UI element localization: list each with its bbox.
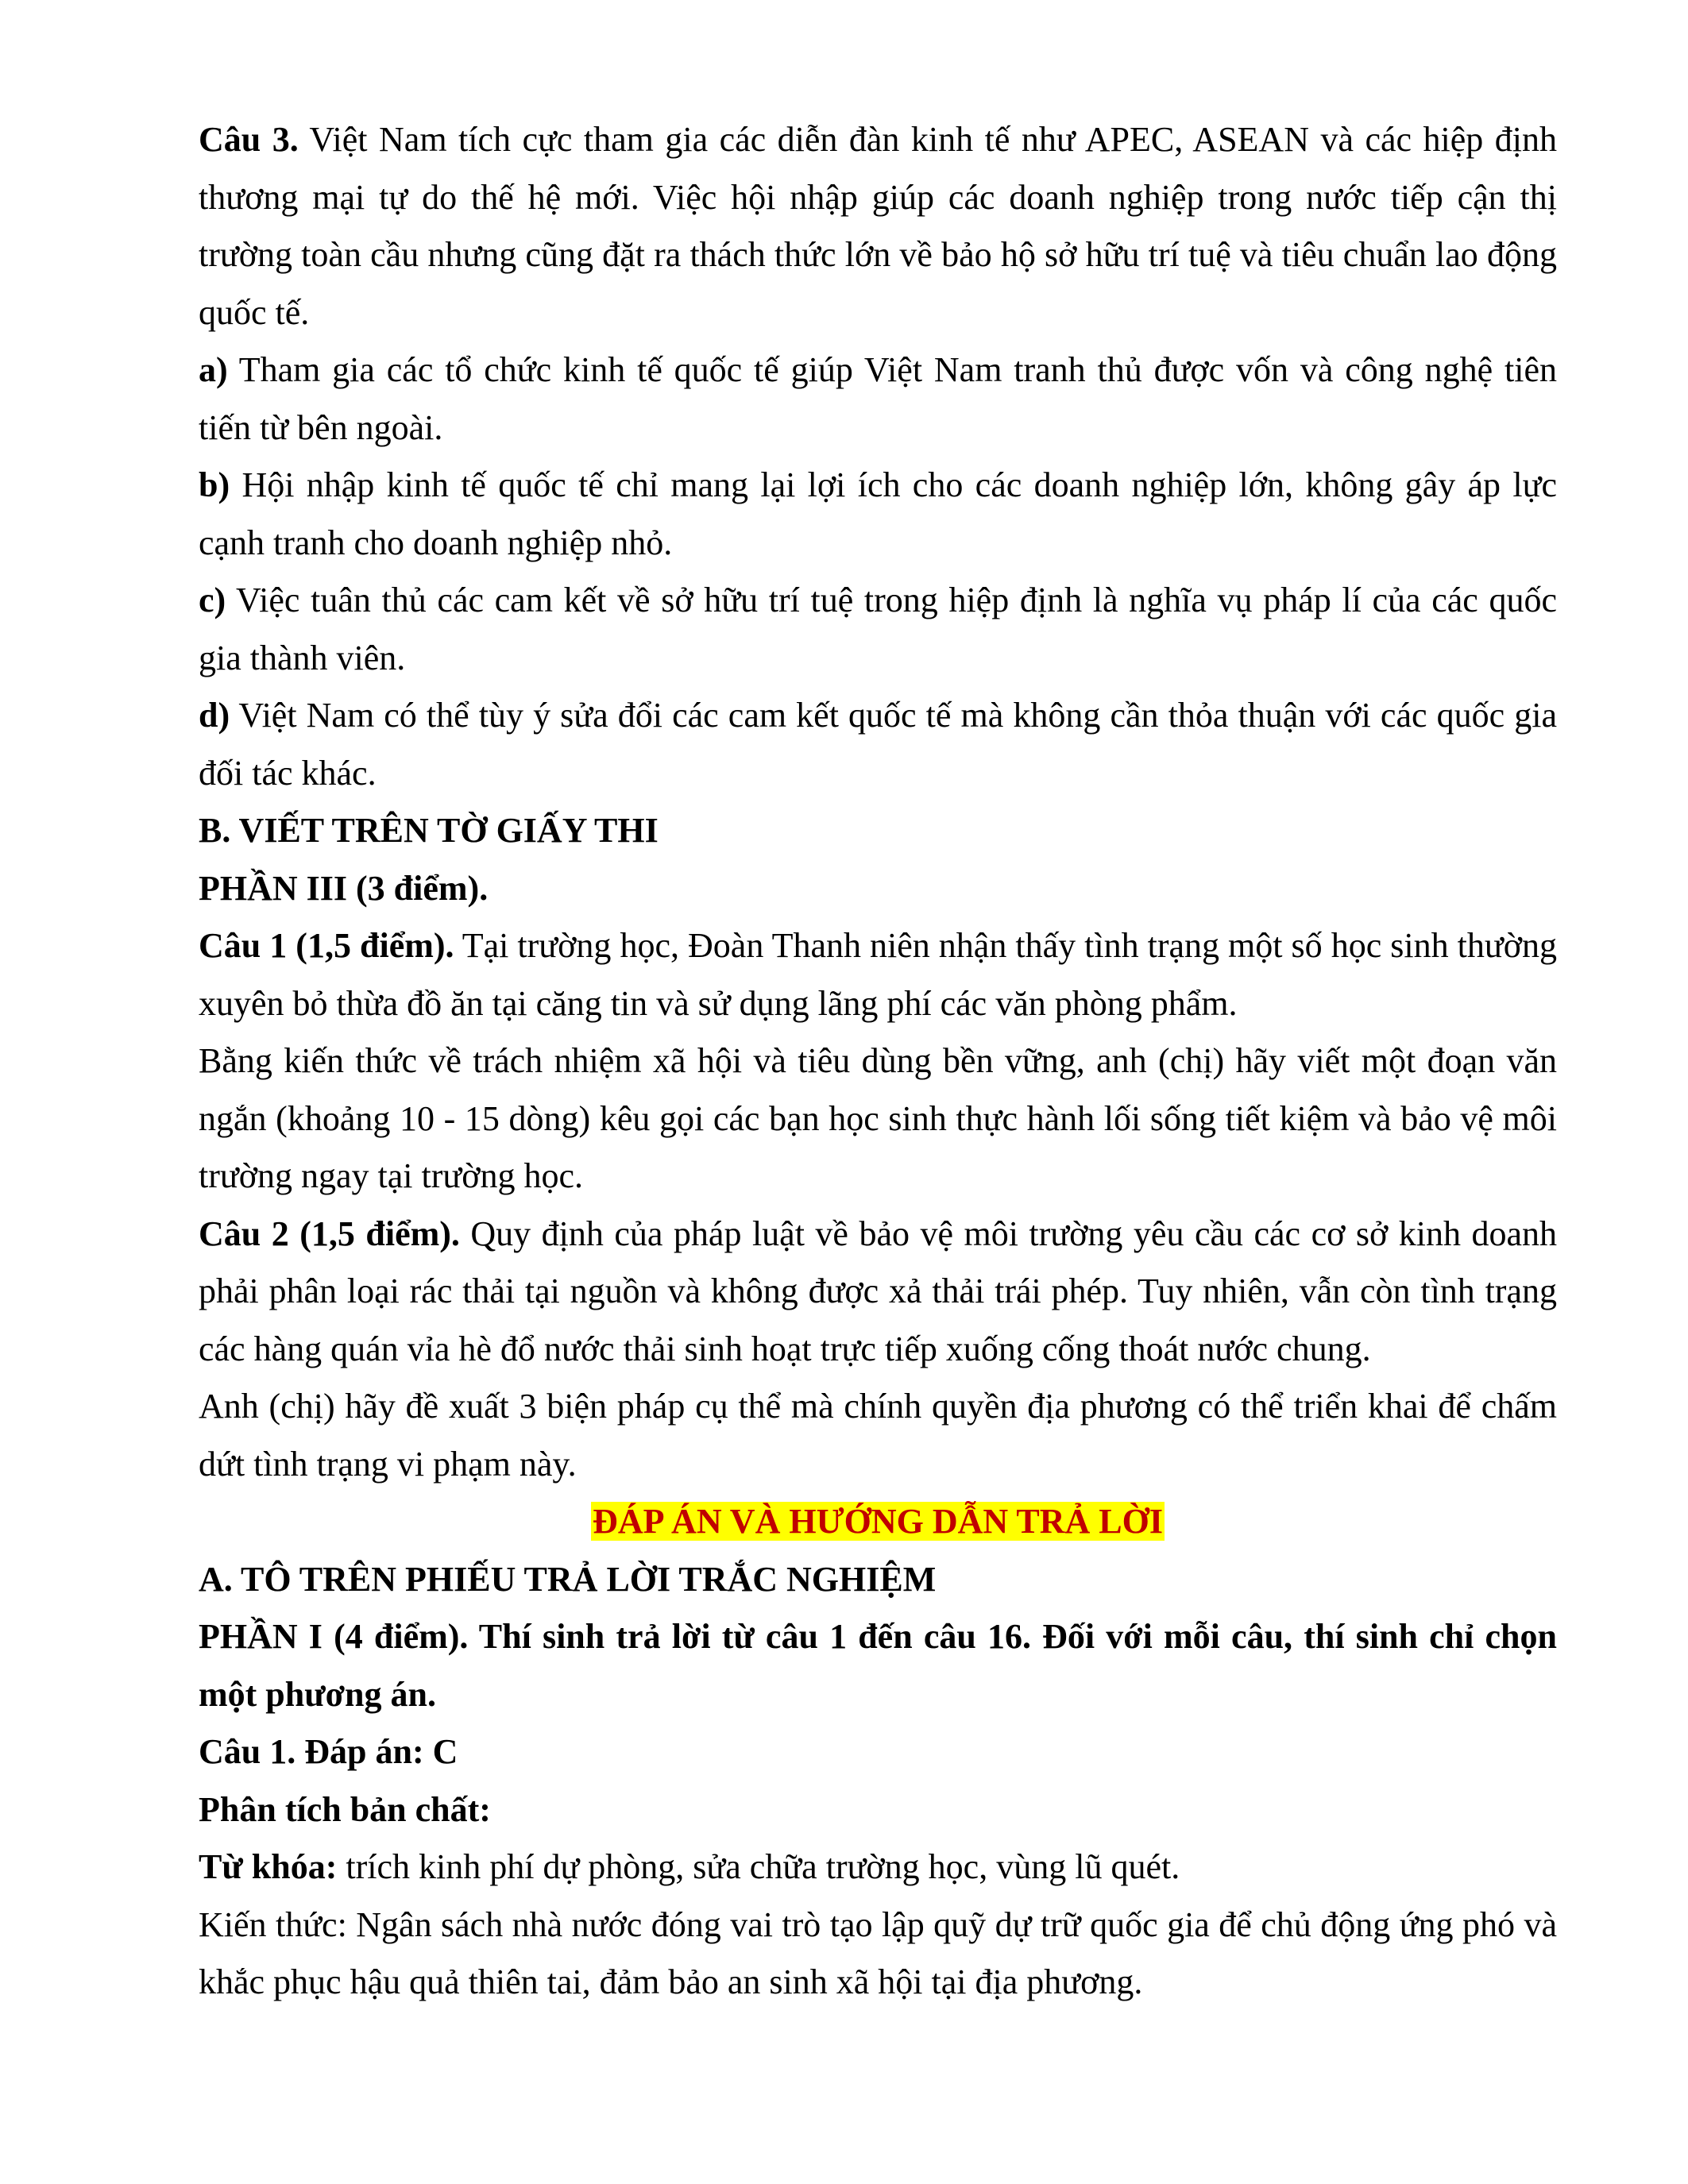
keywords-label: Từ khóa:	[199, 1847, 338, 1886]
option-d	[199, 687, 1557, 802]
option-c	[199, 572, 1557, 687]
option-d-label: d)	[199, 696, 230, 735]
answer-key-title: ĐÁP ÁN VÀ HƯỚNG DẪN TRẢ LỜI	[593, 1502, 1163, 1541]
essay-question-1	[199, 917, 1557, 1032]
essay-question-1-prompt: Bằng kiến thức về trách nhiệm xã hội và tiêu dùng bền vững, anh (chị) hãy viết một đoạn văn ngắn (khoảng 10 - 15 dòng) kêu gọi các bạn học sinh thực hành lối sống tiết kiệm và bảo vệ môi trường ngay tại trường học.	[199, 1041, 1557, 1195]
option-a-text: Tham gia các tổ chức kinh tế quốc tế giúp Việt Nam tranh thủ được vốn và công nghệ tiên tiến từ bên ngoài.	[199, 350, 1557, 447]
option-a-label: a)	[199, 350, 228, 389]
option-d-text: Việt Nam có thể tùy ý sửa đổi các cam kết quốc tế mà không cần thỏa thuận với các quốc gia đối tác khác.	[199, 696, 1557, 793]
option-b	[199, 457, 1557, 572]
keywords	[199, 1839, 1557, 1897]
question-3-text: Việt Nam tích cực tham gia các diễn đàn kinh tế như APEC, ASEAN và các hiệp định thương mại tự do thế hệ mới. Việc hội nhập giúp các doanh nghiệp trong nước tiếp cận thị trường toàn cầu nhưng cũng đặt ra thách thức lớn về bảo hộ sở hữu trí tuệ và tiêu chuẩn lao động quốc tế.	[199, 120, 1557, 332]
part-1-title: PHẦN I (4 điểm). Thí sinh trả lời từ câu 1 đến câu 16. Đối với mỗi câu, thí sinh chỉ chọn một phương án.	[199, 1617, 1557, 1714]
keywords-text: trích kinh phí dự phòng, sửa chữa trường học, vùng lũ quét.	[337, 1847, 1180, 1886]
essay-question-2-label: Câu 2 (1,5 điểm).	[199, 1214, 460, 1253]
option-c-label: c)	[199, 581, 226, 619]
essay-question-2-prompt: Anh (chị) hãy đề xuất 3 biện pháp cụ thể mà chính quyền địa phương có thể triển khai để chấm dứt tình trạng vi phạm này.	[199, 1387, 1557, 1484]
document-page	[199, 111, 1557, 2012]
option-a	[199, 341, 1557, 457]
section-a-title: A. TÔ TRÊN PHIẾU TRẢ LỜI TRẮC NGHIỆM	[199, 1559, 937, 1599]
essay-question-1-label: Câu 1 (1,5 điểm).	[199, 926, 454, 965]
question-3-label: Câu 3.	[199, 120, 299, 159]
knowledge-text: Kiến thức: Ngân sách nhà nước đóng vai trò tạo lập quỹ dự trữ quốc gia để chủ động ứng phó và khắc phục hậu quả thiên tai, đảm bảo an sinh xã hội tại địa phương.	[199, 1904, 1557, 2001]
essay-question-1-text: Tại trường học, Đoàn Thanh niên nhận thấy tình trạng một số học sinh thường xuyên bỏ thừa đồ ăn tại căng tin và sử dụng lãng phí các văn phòng phẩm.	[199, 926, 1557, 1023]
section-b-title: B. VIẾT TRÊN TỜ GIẤY THI	[199, 811, 659, 850]
question-1-answer: Câu 1. Đáp án: C	[199, 1732, 458, 1771]
essay-question-2	[199, 1206, 1557, 1379]
question-3	[199, 111, 1557, 341]
answer-key-title-row	[199, 1493, 1557, 1551]
option-b-label: b)	[199, 465, 230, 504]
option-c-text: Việc tuân thủ các cam kết về sở hữu trí tuệ trong hiệp định là nghĩa vụ pháp lí của các quốc gia thành viên.	[199, 581, 1557, 677]
option-b-text: Hội nhập kinh tế quốc tế chỉ mang lại lợi ích cho các doanh nghiệp lớn, không gây áp lực cạnh tranh cho doanh nghiệp nhỏ.	[199, 465, 1557, 562]
analysis-title: Phân tích bản chất:	[199, 1789, 491, 1829]
essay-question-2-text: Quy định của pháp luật về bảo vệ môi trường yêu cầu các cơ sở kinh doanh phải phân loại rác thải tại nguồn và không được xả thải trái phép. Tuy nhiên, vẫn còn tình trạng các hàng quán vỉa hè đổ nước thải sinh hoạt trực tiếp xuống cống thoát nước chung.	[199, 1214, 1557, 1368]
part-3-title: PHẦN III (3 điểm).	[199, 868, 489, 908]
